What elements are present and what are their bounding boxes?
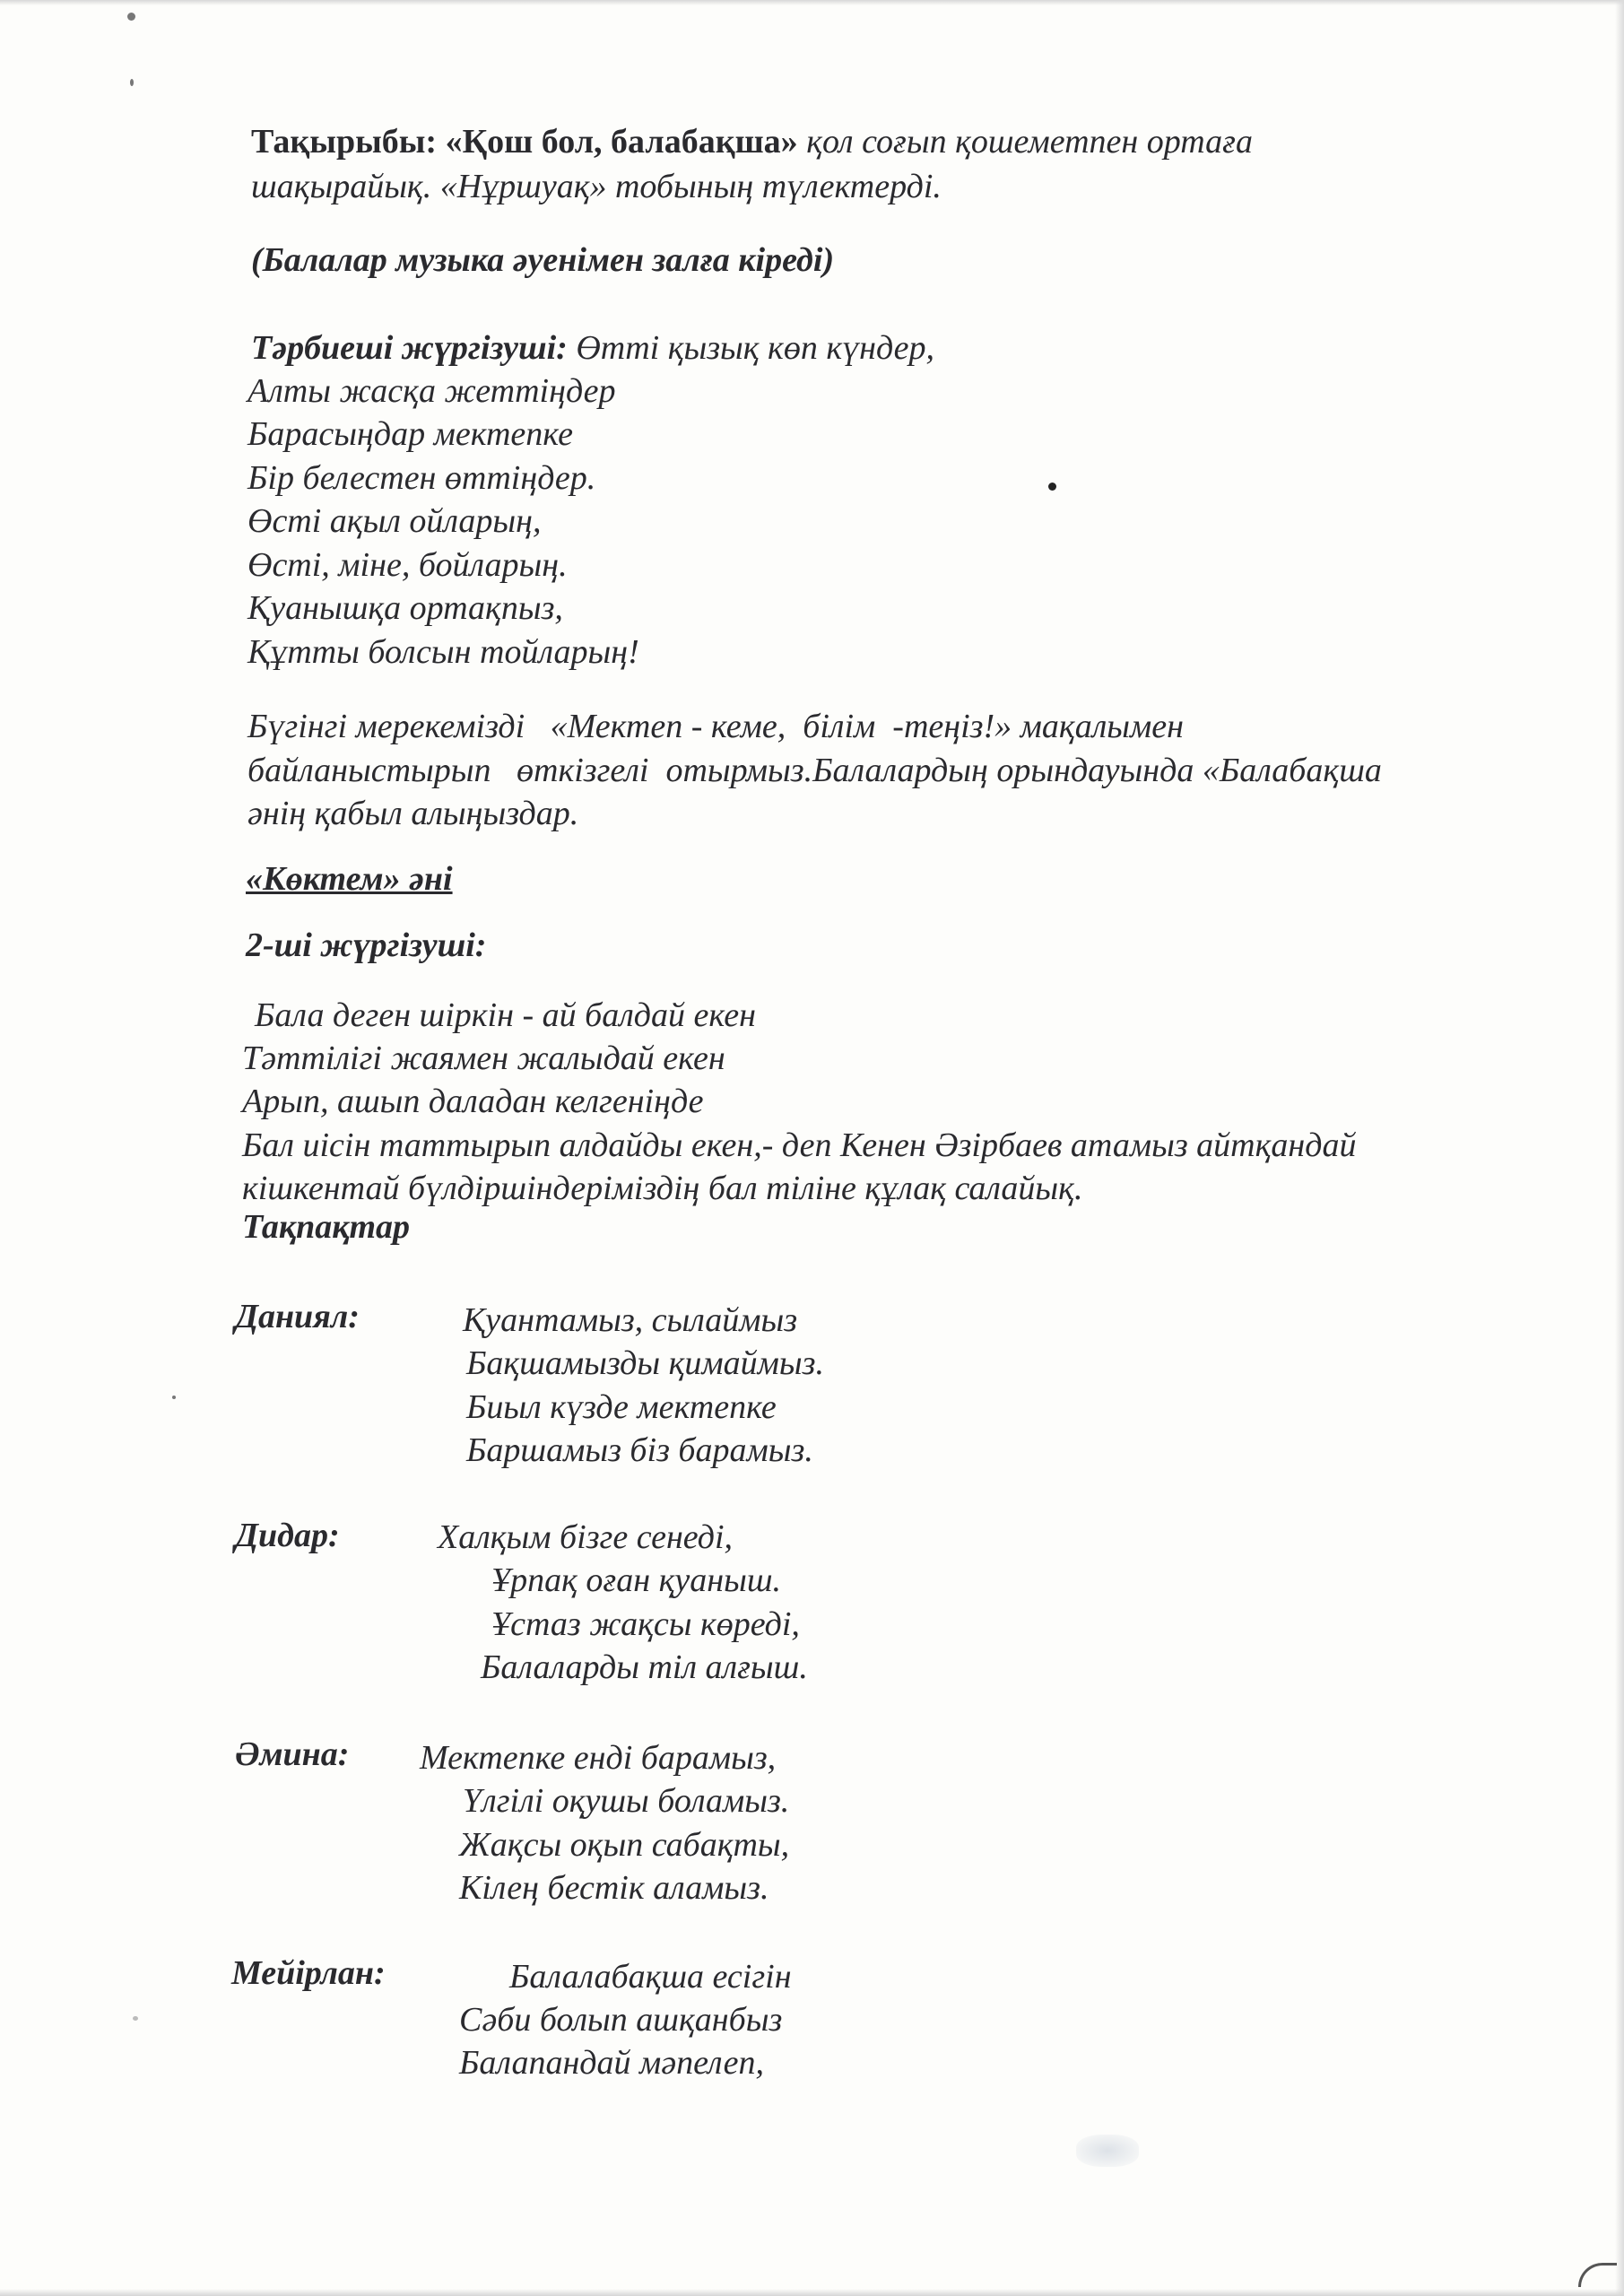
host2-label: 2-ші жүргізуші: (246, 926, 487, 964)
song-title: «Көктем» әні (246, 860, 453, 898)
host2-verse-line: Тәттілігі жаямен жалыдай екен (242, 1039, 725, 1077)
host2-verse-line: Бал иісін таттырып алдайды екен,- деп Кенен Әзірбаев атамыз айтқандай (242, 1126, 1357, 1164)
poem-line: Халқым бізге сенеді, (438, 1518, 734, 1556)
scan-edge-top (0, 0, 1624, 5)
scan-speck (133, 2016, 138, 2021)
title-line-1 (251, 120, 1253, 163)
poem-line: Кілең бестік аламыз. (459, 1869, 769, 1907)
section-title: Тақпақтар (242, 1208, 411, 1246)
host1-verse-line: Алты жасқа жеттіңдер (248, 372, 616, 410)
poem-line: Балаларды тіл алғыш. (481, 1648, 808, 1686)
page-corner-curl (1578, 2263, 1617, 2287)
announcement-line: әнің қабыл алыңыздар. (248, 795, 579, 832)
host1-line-1 (251, 326, 934, 370)
host2-verse-line: кішкентай бүлдіршіндеріміздің бал тіліне құлақ салайық. (242, 1170, 1083, 1207)
scan-smudge (1076, 2135, 1139, 2167)
scan-speck (127, 13, 135, 21)
host1-verse-line: Өсті ақыл ойларың, (248, 502, 542, 540)
poem-line: Үлгілі оқушы боламыз. (463, 1782, 790, 1820)
poem-line: Биыл күзде мектепке (466, 1388, 777, 1426)
event-name: «Қош бол, балабақша» (445, 123, 798, 161)
poem-line: Қуантамыз, сылаймыз (463, 1301, 798, 1339)
scan-edge-bottom (0, 2289, 1624, 2296)
scan-speck (130, 79, 134, 86)
poem-line: Мектепке енді барамыз, (420, 1739, 777, 1777)
host1-verse-line: Құтты болсын тойларың! (248, 633, 639, 671)
poem-line: Балапандай мәпелеп, (459, 2044, 764, 2082)
announcement-line: байланыстырып өткізгелі отырмыз.Балалардың орындауында «Балабақша (248, 752, 1382, 789)
title-label: Тақырыбы: (251, 123, 438, 161)
poem-speaker: Әмина: (235, 1735, 350, 1773)
poem-line: Сәби болып ашқанбыз (459, 2001, 783, 2039)
poem-line: Ұстаз жақсы көреді, (491, 1605, 800, 1643)
title-rest: қол соғып қошеметпен ортаға (797, 123, 1253, 161)
poem-speaker: Даниял: (235, 1298, 360, 1335)
host2-verse-line: Арып, ашып даладан келгеніңде (242, 1083, 704, 1120)
stage-direction: (Балалар музыка әуенімен залға кіреді) (251, 241, 835, 279)
poem-speaker: Дидар: (235, 1517, 340, 1554)
scan-edge-right (1615, 0, 1624, 2296)
host1-first-line: Өтті қызық көп күндер, (567, 329, 935, 367)
host1-verse-line: Өсті, міне, бойларың. (248, 546, 568, 584)
host1-verse-line: Бір белестен өттіңдер. (248, 459, 596, 497)
host1-verse-line: Барасыңдар мектепке (248, 415, 573, 453)
poem-line: Балалабақша есігін (509, 1958, 792, 1996)
scan-speck (172, 1396, 176, 1399)
announcement-line: Бүгінгі мерекемізді «Мектеп - кеме, білім -теңіз!» мақалымен (248, 708, 1184, 745)
poem-speaker: Мейірлан: (231, 1954, 386, 1992)
host1-verse-line: Қуанышқа ортақпыз, (248, 589, 563, 627)
scan-dot (1048, 483, 1056, 491)
host1-label: Тәрбиеші жүргізуші: (251, 329, 568, 367)
poem-line: Жақсы оқып сабақты, (459, 1826, 790, 1864)
title-line-2: шақырайық. «Нұршуақ» тобының түлектерді. (251, 168, 942, 205)
host2-verse-line: Бала деген шіркін - ай балдай екен (255, 996, 756, 1034)
poem-line: Бақшамызды қимаймыз. (466, 1344, 824, 1382)
poem-line: Ұрпақ оған қуаныш. (491, 1561, 781, 1599)
poem-line: Баршамыз біз барамыз. (466, 1431, 813, 1469)
